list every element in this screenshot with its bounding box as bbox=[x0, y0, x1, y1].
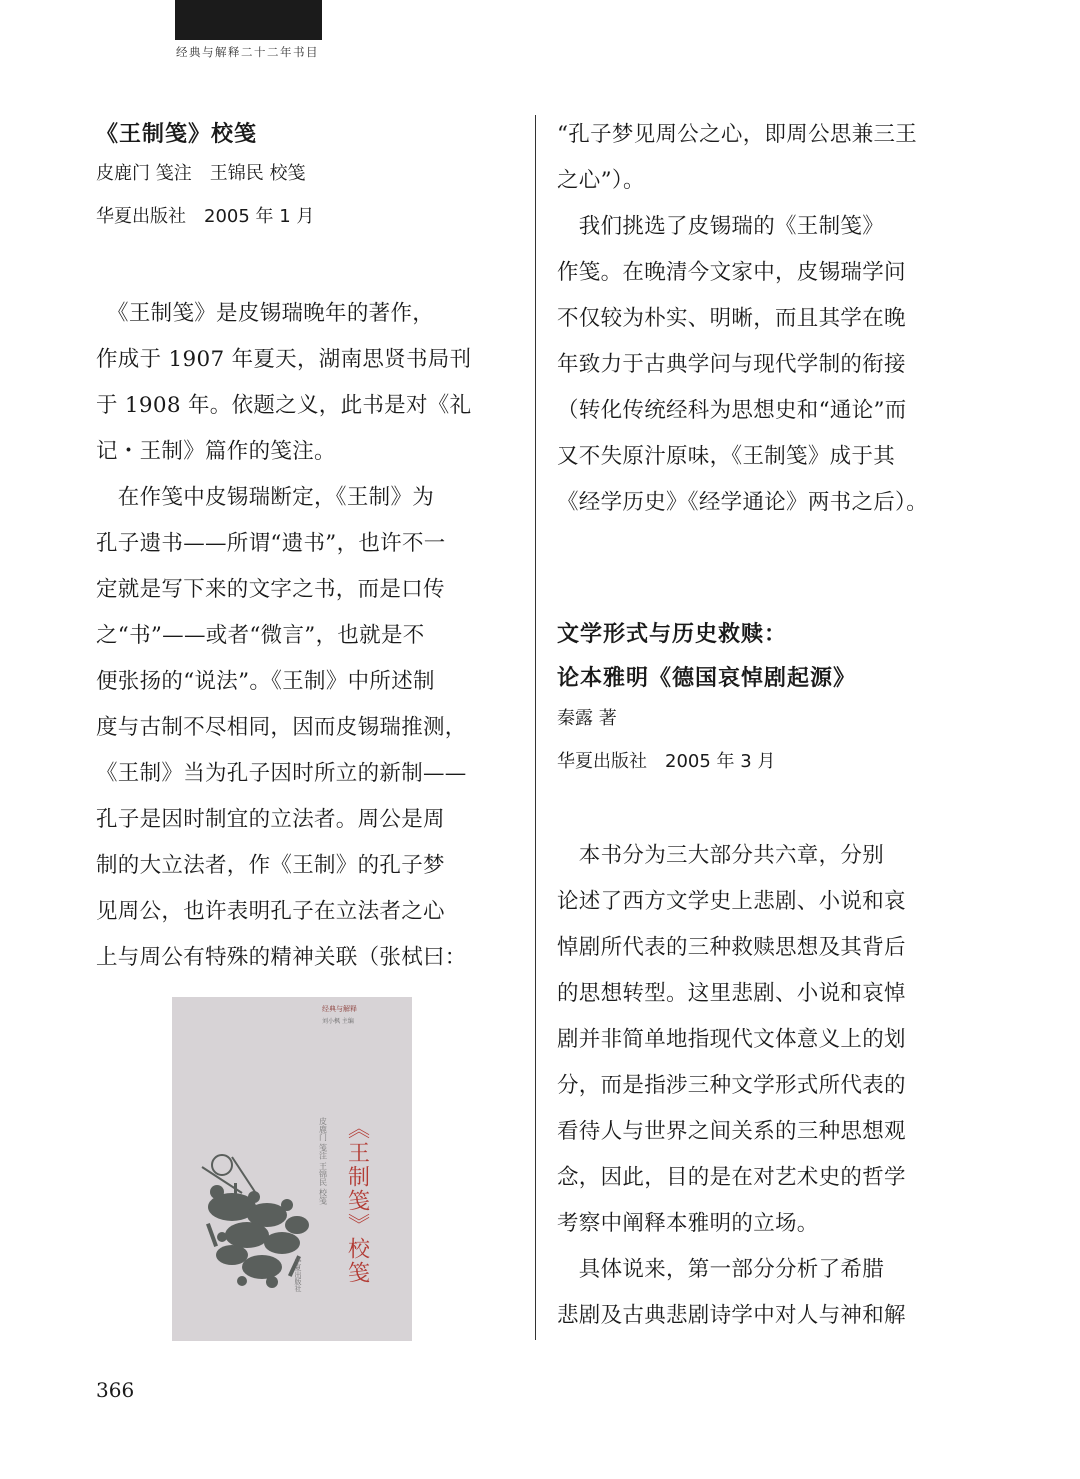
text-line: 定就是写下来的文字之书，而是口传 bbox=[96, 577, 445, 602]
text-line: 作笺。在晚清今文家中，皮锡瑞学问 bbox=[557, 260, 906, 285]
text-line: 不仅较为朴实、明晰，而且其学在晚 bbox=[557, 306, 906, 331]
text-line: （转化传统经科为思想史和“通论”而 bbox=[557, 398, 907, 423]
column-divider bbox=[535, 115, 536, 1340]
text-line: 之心”）。 bbox=[557, 168, 645, 193]
text-line: 论述了西方文学史上悲剧、小说和哀 bbox=[557, 889, 906, 914]
text-line: 孔子遗书——所谓“遗书”，也许不一 bbox=[96, 531, 446, 556]
book-title-2-line1: 文学形式与历史救赎： bbox=[557, 622, 788, 647]
header-black-block bbox=[175, 0, 322, 40]
text-line: 悼剧所代表的三种救赎思想及其背后 bbox=[557, 935, 906, 960]
text-line: 悲剧及古典悲剧诗学中对人与神和解 bbox=[557, 1303, 906, 1328]
text-line: 具体说来，第一部分分析了希腊 bbox=[557, 1257, 885, 1282]
book-cover-image bbox=[172, 997, 412, 1341]
text-line: 我们挑选了皮锡瑞的《王制笺》 bbox=[557, 214, 885, 239]
book-publisher-1: 华夏出版社 2005 年 1 月 bbox=[96, 206, 315, 227]
text-line: 记・王制》篇作的笺注。 bbox=[96, 439, 336, 464]
text-line: 看待人与世界之间关系的三种思想观 bbox=[557, 1119, 906, 1144]
cover-series-editor: 刘小枫 主编 bbox=[322, 1018, 354, 1025]
text-line: 念，因此，目的是在对艺术史的哲学 bbox=[557, 1165, 906, 1190]
text-line: 孔子是因时制宜的立法者。周公是周 bbox=[96, 807, 445, 832]
text-line: 于 1908 年。依题之义，此书是对《礼 bbox=[96, 393, 472, 418]
text-line: “孔子梦见周公之心，即周公思兼三王 bbox=[557, 122, 918, 147]
text-line: 考察中阐释本雅明的立场。 bbox=[557, 1211, 819, 1236]
text-line: 见周公，也许表明孔子在立法者之心 bbox=[96, 899, 445, 924]
text-line: 在作笺中皮锡瑞断定，《王制》为 bbox=[96, 485, 435, 510]
text-line: 便张扬的“说法”。《王制》中所述制 bbox=[96, 669, 435, 694]
text-line: 上与周公有特殊的精神关联（张栻曰： bbox=[96, 945, 467, 970]
text-line: 又不失原汁原味，《王制笺》成于其 bbox=[557, 444, 896, 469]
text-line: 分，而是指涉三种文学形式所代表的 bbox=[557, 1073, 906, 1098]
text-line: 本书分为三大部分共六章，分别 bbox=[557, 843, 885, 868]
text-line: 的思想转型。这里悲剧、小说和哀悼 bbox=[557, 981, 906, 1006]
book-title-2-line2: 论本雅明《德国哀悼剧起源》 bbox=[557, 666, 857, 691]
text-line: 制的大立法者，作《王制》的孔子梦 bbox=[96, 853, 445, 878]
book-title-1: 《王制笺》校笺 bbox=[96, 122, 258, 147]
continuation-text bbox=[557, 112, 971, 526]
body-text-1 bbox=[96, 291, 510, 981]
book-authors-1: 皮鹿门 笺注 王锦民 校笺 bbox=[96, 163, 306, 184]
book-author-2: 秦露 著 bbox=[557, 708, 617, 729]
cover-title: 《王制笺》校笺 bbox=[344, 1117, 370, 1285]
text-line: 年致力于古典学问与现代学制的衔接 bbox=[557, 352, 906, 377]
text-line: 之“书”——或者“微言”，也就是不 bbox=[96, 623, 425, 648]
cover-series-name: 经典与解释 bbox=[322, 1005, 357, 1013]
running-header: 经典与解释二十二年书目 bbox=[176, 45, 319, 59]
cover-publisher: 华夏出版社 bbox=[294, 1257, 302, 1292]
right-column bbox=[557, 118, 971, 1339]
left-column bbox=[96, 118, 510, 981]
text-line: 度与古制不尽相同，因而皮锡瑞推测， bbox=[96, 715, 467, 740]
page-number: 366 bbox=[96, 1378, 135, 1402]
text-line: 《王制》当为孔子因时所立的新制—— bbox=[96, 761, 467, 786]
text-line: 《经学历史》《经学通论》两书之后）。 bbox=[557, 490, 928, 515]
text-line: 《王制笺》是皮锡瑞晚年的著作， bbox=[96, 301, 435, 326]
text-line: 剧并非简单地指现代文体意义上的划 bbox=[557, 1027, 906, 1052]
body-text-2 bbox=[557, 833, 971, 1339]
text-line: 作成于 1907 年夏天，湖南思贤书局刊 bbox=[96, 347, 472, 372]
cover-authors: 皮鹿门 笺注 王锦民 校笺 bbox=[318, 1117, 328, 1205]
book-publisher-2: 华夏出版社 2005 年 3 月 bbox=[557, 751, 776, 772]
